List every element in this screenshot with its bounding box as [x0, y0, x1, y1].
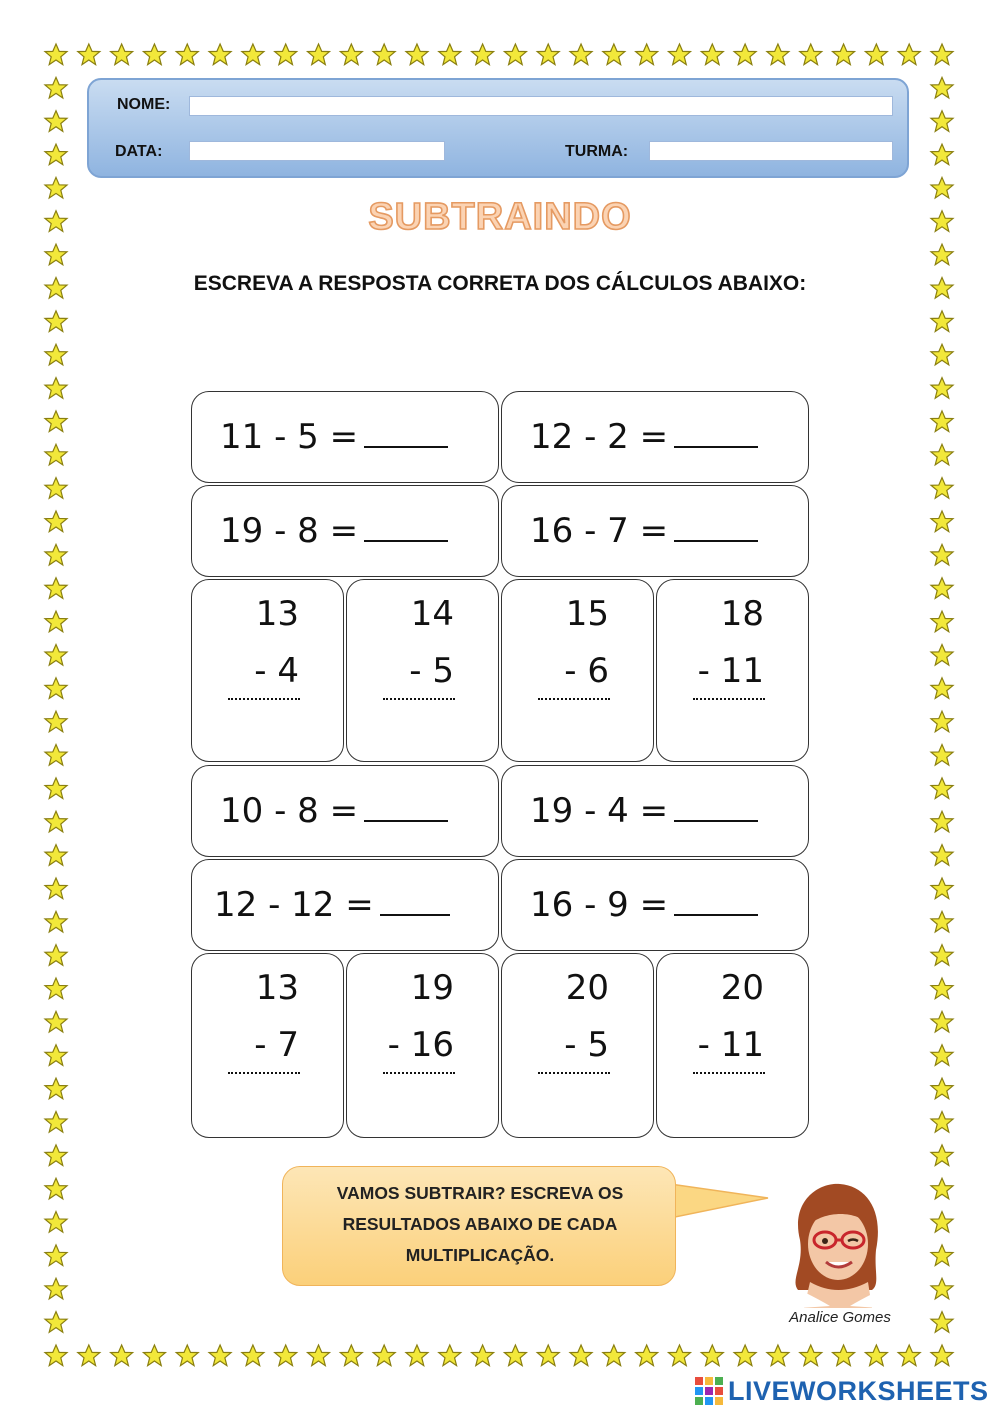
star-icon — [439, 1345, 461, 1366]
subtrahend: - 11 — [697, 1025, 764, 1065]
answer-blank[interactable] — [674, 888, 758, 916]
equation-text: 16 - 7 = — [530, 511, 669, 551]
star-icon — [701, 1345, 723, 1366]
star-icon — [45, 978, 67, 999]
star-icon — [636, 44, 658, 65]
star-icon — [537, 1345, 559, 1366]
star-icon — [45, 911, 67, 932]
speech-line-3: MULTIPLICAÇÃO. — [405, 1245, 555, 1265]
star-icon — [45, 711, 67, 732]
star-icon — [931, 811, 953, 832]
star-icon — [45, 1078, 67, 1099]
star-icon — [275, 44, 297, 65]
star-icon — [406, 44, 428, 65]
vertical-subtraction-card — [501, 579, 654, 762]
star-icon — [45, 144, 67, 165]
class-label: TURMA: — [565, 143, 629, 160]
equation-card — [501, 391, 809, 483]
equation-card — [501, 765, 809, 857]
star-icon — [472, 1345, 494, 1366]
page-title: SUBTRAINDO — [368, 196, 632, 238]
star-icon — [931, 945, 953, 966]
minuend: 13 — [255, 968, 299, 1008]
star-icon — [931, 144, 953, 165]
name-label: NOME: — [117, 96, 171, 113]
equation-card — [191, 391, 499, 483]
star-icon — [45, 1011, 67, 1032]
equation-card — [501, 485, 809, 577]
answer-blank[interactable] — [674, 420, 758, 448]
star-icon — [45, 311, 67, 332]
star-icon — [45, 878, 67, 899]
star-icon — [931, 111, 953, 132]
minuend: 14 — [410, 594, 454, 634]
star-icon — [931, 1111, 953, 1132]
star-icon — [931, 478, 953, 499]
star-icon — [176, 1345, 198, 1366]
star-icon — [701, 44, 723, 65]
star-icon — [833, 1345, 855, 1366]
star-icon — [45, 177, 67, 198]
star-icon — [734, 1345, 756, 1366]
teacher-avatar — [780, 1180, 890, 1308]
star-icon — [734, 44, 756, 65]
star-icon — [45, 845, 67, 866]
star-icon — [931, 778, 953, 799]
star-icon — [931, 1345, 953, 1366]
liveworksheets-logo-icon — [694, 1375, 724, 1407]
answer-blank[interactable] — [364, 420, 448, 448]
name-field[interactable] — [189, 96, 893, 116]
star-icon — [45, 1045, 67, 1066]
star-icon — [45, 1145, 67, 1166]
minuend: 20 — [720, 968, 764, 1008]
star-icon — [931, 1178, 953, 1199]
star-icon — [406, 1345, 428, 1366]
star-icon — [45, 1312, 67, 1333]
equation-text: 19 - 4 = — [530, 791, 669, 831]
speech-line-1: VAMOS SUBTRAIR? ESCREVA OS — [336, 1183, 624, 1203]
equation-text: 12 - 12 = — [214, 885, 374, 925]
bubble-tail — [670, 1178, 770, 1228]
star-icon — [931, 44, 953, 65]
vertical-subtraction-card — [191, 953, 344, 1138]
star-icon — [931, 1245, 953, 1266]
star-icon — [176, 44, 198, 65]
star-icon — [111, 44, 133, 65]
star-icon — [504, 1345, 526, 1366]
star-icon — [931, 611, 953, 632]
star-icon — [833, 44, 855, 65]
star-icon — [931, 711, 953, 732]
date-field[interactable] — [189, 141, 445, 161]
vertical-subtraction-card — [346, 953, 499, 1138]
speech-bubble — [282, 1166, 676, 1286]
star-icon — [45, 611, 67, 632]
class-field[interactable] — [649, 141, 893, 161]
star-icon — [931, 311, 953, 332]
star-icon — [45, 444, 67, 465]
answer-line[interactable] — [538, 698, 610, 700]
subtrahend: - 11 — [697, 651, 764, 691]
star-icon — [931, 1078, 953, 1099]
star-icon — [45, 811, 67, 832]
star-icon — [78, 1345, 100, 1366]
star-icon — [45, 778, 67, 799]
answer-line[interactable] — [383, 1072, 455, 1074]
star-icon — [308, 1345, 330, 1366]
star-icon — [537, 44, 559, 65]
equation-card — [191, 765, 499, 857]
answer-blank[interactable] — [380, 888, 450, 916]
minuend: 20 — [565, 968, 609, 1008]
speech-line-2: RESULTADOS ABAIXO DE CADA — [342, 1214, 618, 1234]
star-icon — [209, 44, 231, 65]
star-icon — [931, 978, 953, 999]
answer-line[interactable] — [538, 1072, 610, 1074]
equation-card — [501, 859, 809, 951]
author-name: Analice Gomes — [789, 1309, 891, 1326]
star-icon — [308, 44, 330, 65]
star-icon — [800, 44, 822, 65]
star-icon — [636, 1345, 658, 1366]
subtrahend: - 16 — [387, 1025, 454, 1065]
star-icon — [143, 1345, 165, 1366]
star-icon — [865, 1345, 887, 1366]
star-icon — [439, 44, 461, 65]
star-icon — [668, 1345, 690, 1366]
star-icon — [603, 1345, 625, 1366]
star-icon — [931, 1145, 953, 1166]
star-icon — [143, 44, 165, 65]
star-icon — [45, 678, 67, 699]
subtrahend: - 6 — [564, 651, 609, 691]
star-icon — [931, 644, 953, 665]
date-label: DATA: — [115, 143, 163, 160]
minuend: 13 — [255, 594, 299, 634]
minuend: 19 — [410, 968, 454, 1008]
star-icon — [45, 77, 67, 98]
star-icon — [45, 44, 67, 65]
subtrahend: - 4 — [254, 651, 299, 691]
star-icon — [931, 1045, 953, 1066]
star-icon — [931, 1278, 953, 1299]
star-icon — [45, 1111, 67, 1132]
star-icon — [931, 678, 953, 699]
answer-blank[interactable] — [674, 514, 758, 542]
star-icon — [767, 1345, 789, 1366]
star-icon — [931, 544, 953, 565]
minuend: 15 — [565, 594, 609, 634]
star-icon — [668, 44, 690, 65]
equation-text: 16 - 9 = — [530, 885, 669, 925]
star-icon — [931, 177, 953, 198]
star-icon — [373, 1345, 395, 1366]
equation-card — [191, 485, 499, 577]
star-icon — [931, 745, 953, 766]
star-icon — [45, 378, 67, 399]
star-icon — [45, 411, 67, 432]
star-icon — [570, 44, 592, 65]
star-icon — [898, 44, 920, 65]
star-icon — [931, 878, 953, 899]
star-icon — [45, 544, 67, 565]
star-icon — [931, 1212, 953, 1233]
star-icon — [45, 344, 67, 365]
star-icon — [242, 44, 264, 65]
star-icon — [45, 111, 67, 132]
header-panel — [87, 78, 909, 178]
star-icon — [275, 1345, 297, 1366]
equation-text: 11 - 5 = — [220, 417, 359, 457]
star-icon — [931, 378, 953, 399]
subtrahend: - 7 — [254, 1025, 299, 1065]
star-icon — [504, 44, 526, 65]
answer-blank[interactable] — [364, 514, 448, 542]
subtrahend: - 5 — [409, 651, 454, 691]
star-icon — [931, 244, 953, 265]
star-icon — [931, 411, 953, 432]
star-icon — [373, 44, 395, 65]
star-icon — [931, 77, 953, 98]
answer-line[interactable] — [693, 1072, 765, 1074]
equation-card — [191, 859, 499, 951]
star-icon — [931, 845, 953, 866]
vertical-subtraction-card — [656, 579, 809, 762]
star-icon — [45, 945, 67, 966]
star-icon — [45, 644, 67, 665]
star-icon — [931, 911, 953, 932]
star-icon — [898, 1345, 920, 1366]
star-icon — [865, 44, 887, 65]
star-icon — [931, 578, 953, 599]
brand-name: LIVEWORKSHEETS — [728, 1376, 989, 1406]
minuend: 18 — [720, 594, 764, 634]
instruction-text: ESCREVA A RESPOSTA CORRETA DOS CÁLCULOS ABAIXO: — [193, 272, 807, 295]
star-icon — [78, 44, 100, 65]
vertical-subtraction-card — [346, 579, 499, 762]
star-icon — [45, 478, 67, 499]
star-icon — [45, 1345, 67, 1366]
star-icon — [242, 1345, 264, 1366]
answer-line[interactable] — [383, 698, 455, 700]
answer-line[interactable] — [693, 698, 765, 700]
star-icon — [45, 1178, 67, 1199]
star-icon — [209, 1345, 231, 1366]
star-icon — [45, 578, 67, 599]
star-icon — [472, 44, 494, 65]
star-icon — [603, 44, 625, 65]
star-icon — [45, 1212, 67, 1233]
star-icon — [931, 511, 953, 532]
vertical-subtraction-card — [656, 953, 809, 1138]
star-icon — [931, 1312, 953, 1333]
star-icon — [45, 745, 67, 766]
star-icon — [931, 344, 953, 365]
answer-blank[interactable] — [364, 794, 448, 822]
star-icon — [931, 1011, 953, 1032]
answer-line[interactable] — [228, 698, 300, 700]
star-icon — [45, 511, 67, 532]
star-icon — [570, 1345, 592, 1366]
star-icon — [800, 1345, 822, 1366]
vertical-subtraction-card — [191, 579, 344, 762]
star-icon — [931, 444, 953, 465]
star-icon — [45, 1278, 67, 1299]
equation-text: 10 - 8 = — [220, 791, 359, 831]
vertical-subtraction-card — [501, 953, 654, 1138]
star-icon — [111, 1345, 133, 1366]
equation-text: 12 - 2 = — [530, 417, 669, 457]
answer-line[interactable] — [228, 1072, 300, 1074]
answer-blank[interactable] — [674, 794, 758, 822]
equation-text: 19 - 8 = — [220, 511, 359, 551]
star-icon — [767, 44, 789, 65]
star-icon — [45, 1245, 67, 1266]
star-icon — [45, 244, 67, 265]
star-icon — [340, 1345, 362, 1366]
star-icon — [340, 44, 362, 65]
subtrahend: - 5 — [564, 1025, 609, 1065]
